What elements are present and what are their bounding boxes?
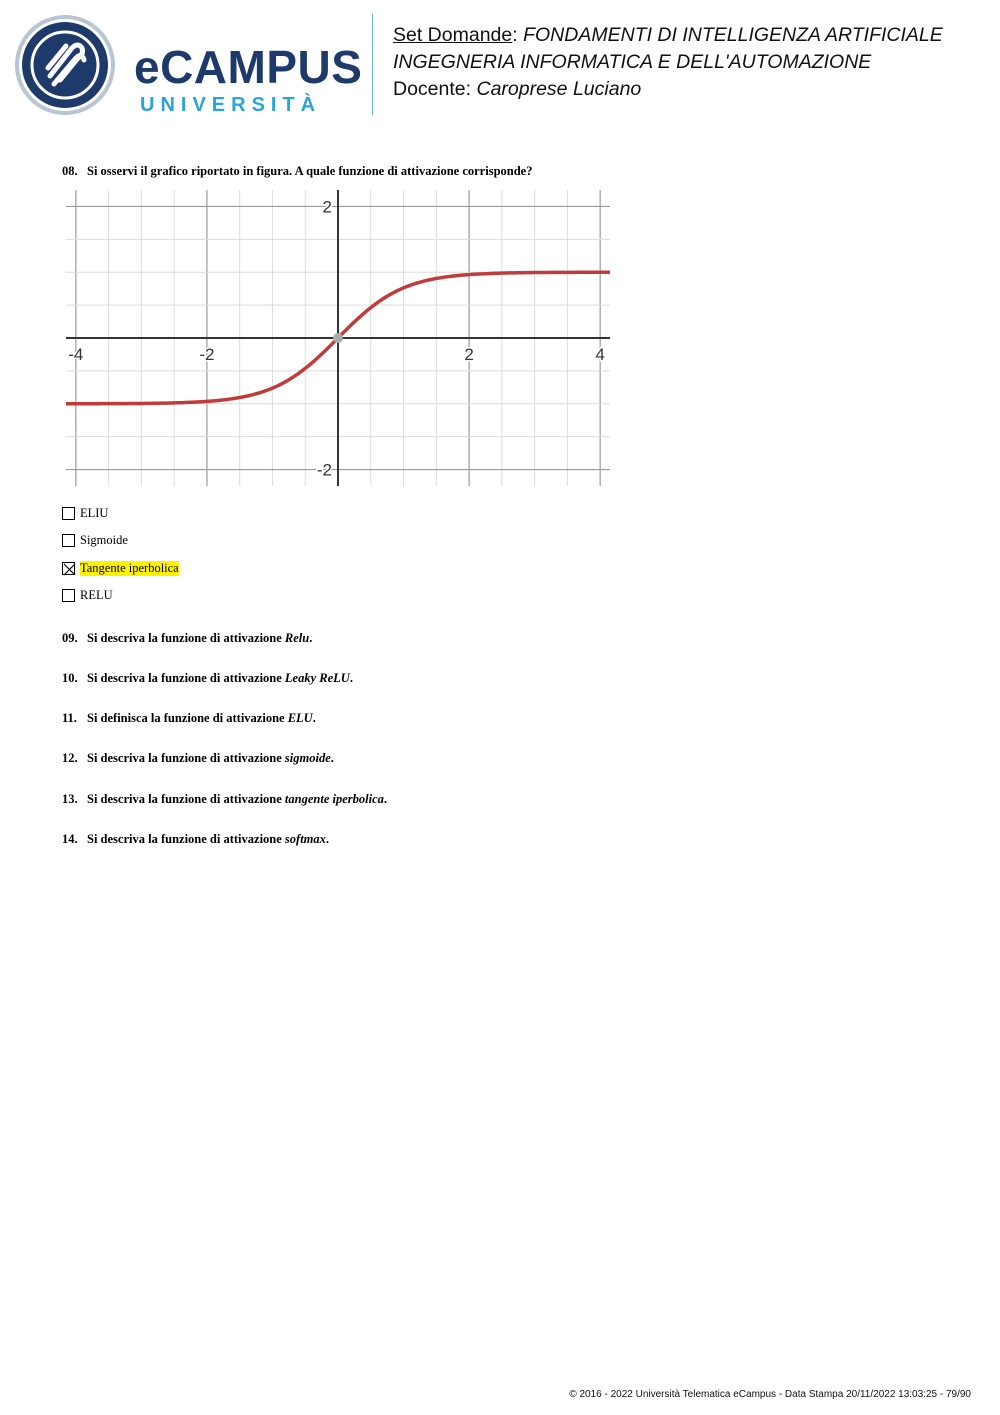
program-line <box>393 49 943 76</box>
question-term: softmax <box>284 832 326 846</box>
question-text: Si descriva la funzione di attivazione <box>87 792 285 806</box>
question-text: Si descriva la funzione di attivazione <box>87 832 285 846</box>
question-number: 13. <box>62 792 78 806</box>
question-number: 12. <box>62 751 78 765</box>
origin-point <box>333 333 343 343</box>
checkbox-unchecked-icon[interactable] <box>62 534 75 547</box>
teacher-name: Caroprese Luciano <box>476 78 642 100</box>
brand-subtitle: UNIVERSITÀ <box>140 94 322 116</box>
brand-name: eCAMPUS <box>134 41 363 93</box>
checkbox-unchecked-icon[interactable] <box>62 589 75 602</box>
set-label: Set Domande <box>393 24 513 46</box>
question-number: 08. <box>62 164 78 178</box>
header-info <box>393 22 943 103</box>
option-label: Sigmoide <box>80 533 128 547</box>
question-text: Si descriva la funzione di attivazione <box>87 751 285 765</box>
checkbox-unchecked-icon[interactable] <box>62 507 75 520</box>
x-tick-label: 2 <box>464 345 474 364</box>
question-number: 09. <box>62 631 78 645</box>
ecampus-logo <box>14 14 363 116</box>
x-tick-label: 4 <box>595 345 605 364</box>
option-label-highlighted: Tangente iperbolica <box>80 561 179 575</box>
question-term: Leaky ReLU <box>284 671 350 685</box>
university-seal-icon <box>14 14 116 116</box>
question-text: Si descriva la funzione di attivazione <box>87 631 285 645</box>
option-label: ELIU <box>80 506 109 520</box>
question-10: 10. Si descriva la funzione di attivazione Leaky ReLU. <box>62 671 353 685</box>
question-text: Si definisca la funzione di attivazione <box>87 711 288 725</box>
option-label: RELU <box>80 588 113 602</box>
header-divider <box>372 14 373 115</box>
question-term: ELU <box>287 711 313 725</box>
footer-copyright: © 2016 - 2022 Università Telematica eCampus - Data Stampa 20/11/2022 13:03:25 - 79/90 <box>569 1389 971 1400</box>
program-title: INGEGNERIA INFORMATICA E DELL'AUTOMAZIONE <box>393 51 872 73</box>
teacher-label: Docente: <box>393 78 472 100</box>
question-number: 10. <box>62 671 78 685</box>
question-number: 11. <box>62 711 77 725</box>
teacher-line <box>393 76 943 103</box>
question-text: Si osservi il grafico riportato in figura. A quale funzione di attivazione corrisponde? <box>87 164 533 178</box>
x-tick-label: -2 <box>199 345 215 364</box>
y-tick-label: 2 <box>322 197 332 217</box>
course-line: Set Domande: FONDAMENTI DI INTELLIGENZA ARTIFICIALE <box>393 24 943 46</box>
y-tick-label: -2 <box>316 460 332 480</box>
activation-function-chart <box>66 190 610 486</box>
question-08 <box>62 164 532 179</box>
question-12: 12. Si descriva la funzione di attivazione sigmoide. <box>62 751 334 765</box>
question-number: 14. <box>62 832 78 846</box>
course-title: FONDAMENTI DI INTELLIGENZA ARTIFICIALE <box>523 24 943 46</box>
question-11: 11. Si definisca la funzione di attivazione ELU. <box>62 711 316 725</box>
question-term: tangente iperbolica <box>284 792 384 806</box>
question-term: Relu <box>284 631 310 645</box>
x-tick-label: -4 <box>68 345 84 364</box>
brand-wordmark <box>134 41 363 116</box>
question-text: Si descriva la funzione di attivazione <box>87 671 285 685</box>
question-13: 13. Si descriva la funzione di attivazione tangente iperbolica. <box>62 792 387 806</box>
question-term: sigmoide <box>284 751 331 765</box>
question-14: 14. Si descriva la funzione di attivazione softmax. <box>62 832 330 846</box>
checkbox-checked-icon[interactable] <box>62 562 75 575</box>
question-09: 09. Si descriva la funzione di attivazione Relu. <box>62 631 313 645</box>
